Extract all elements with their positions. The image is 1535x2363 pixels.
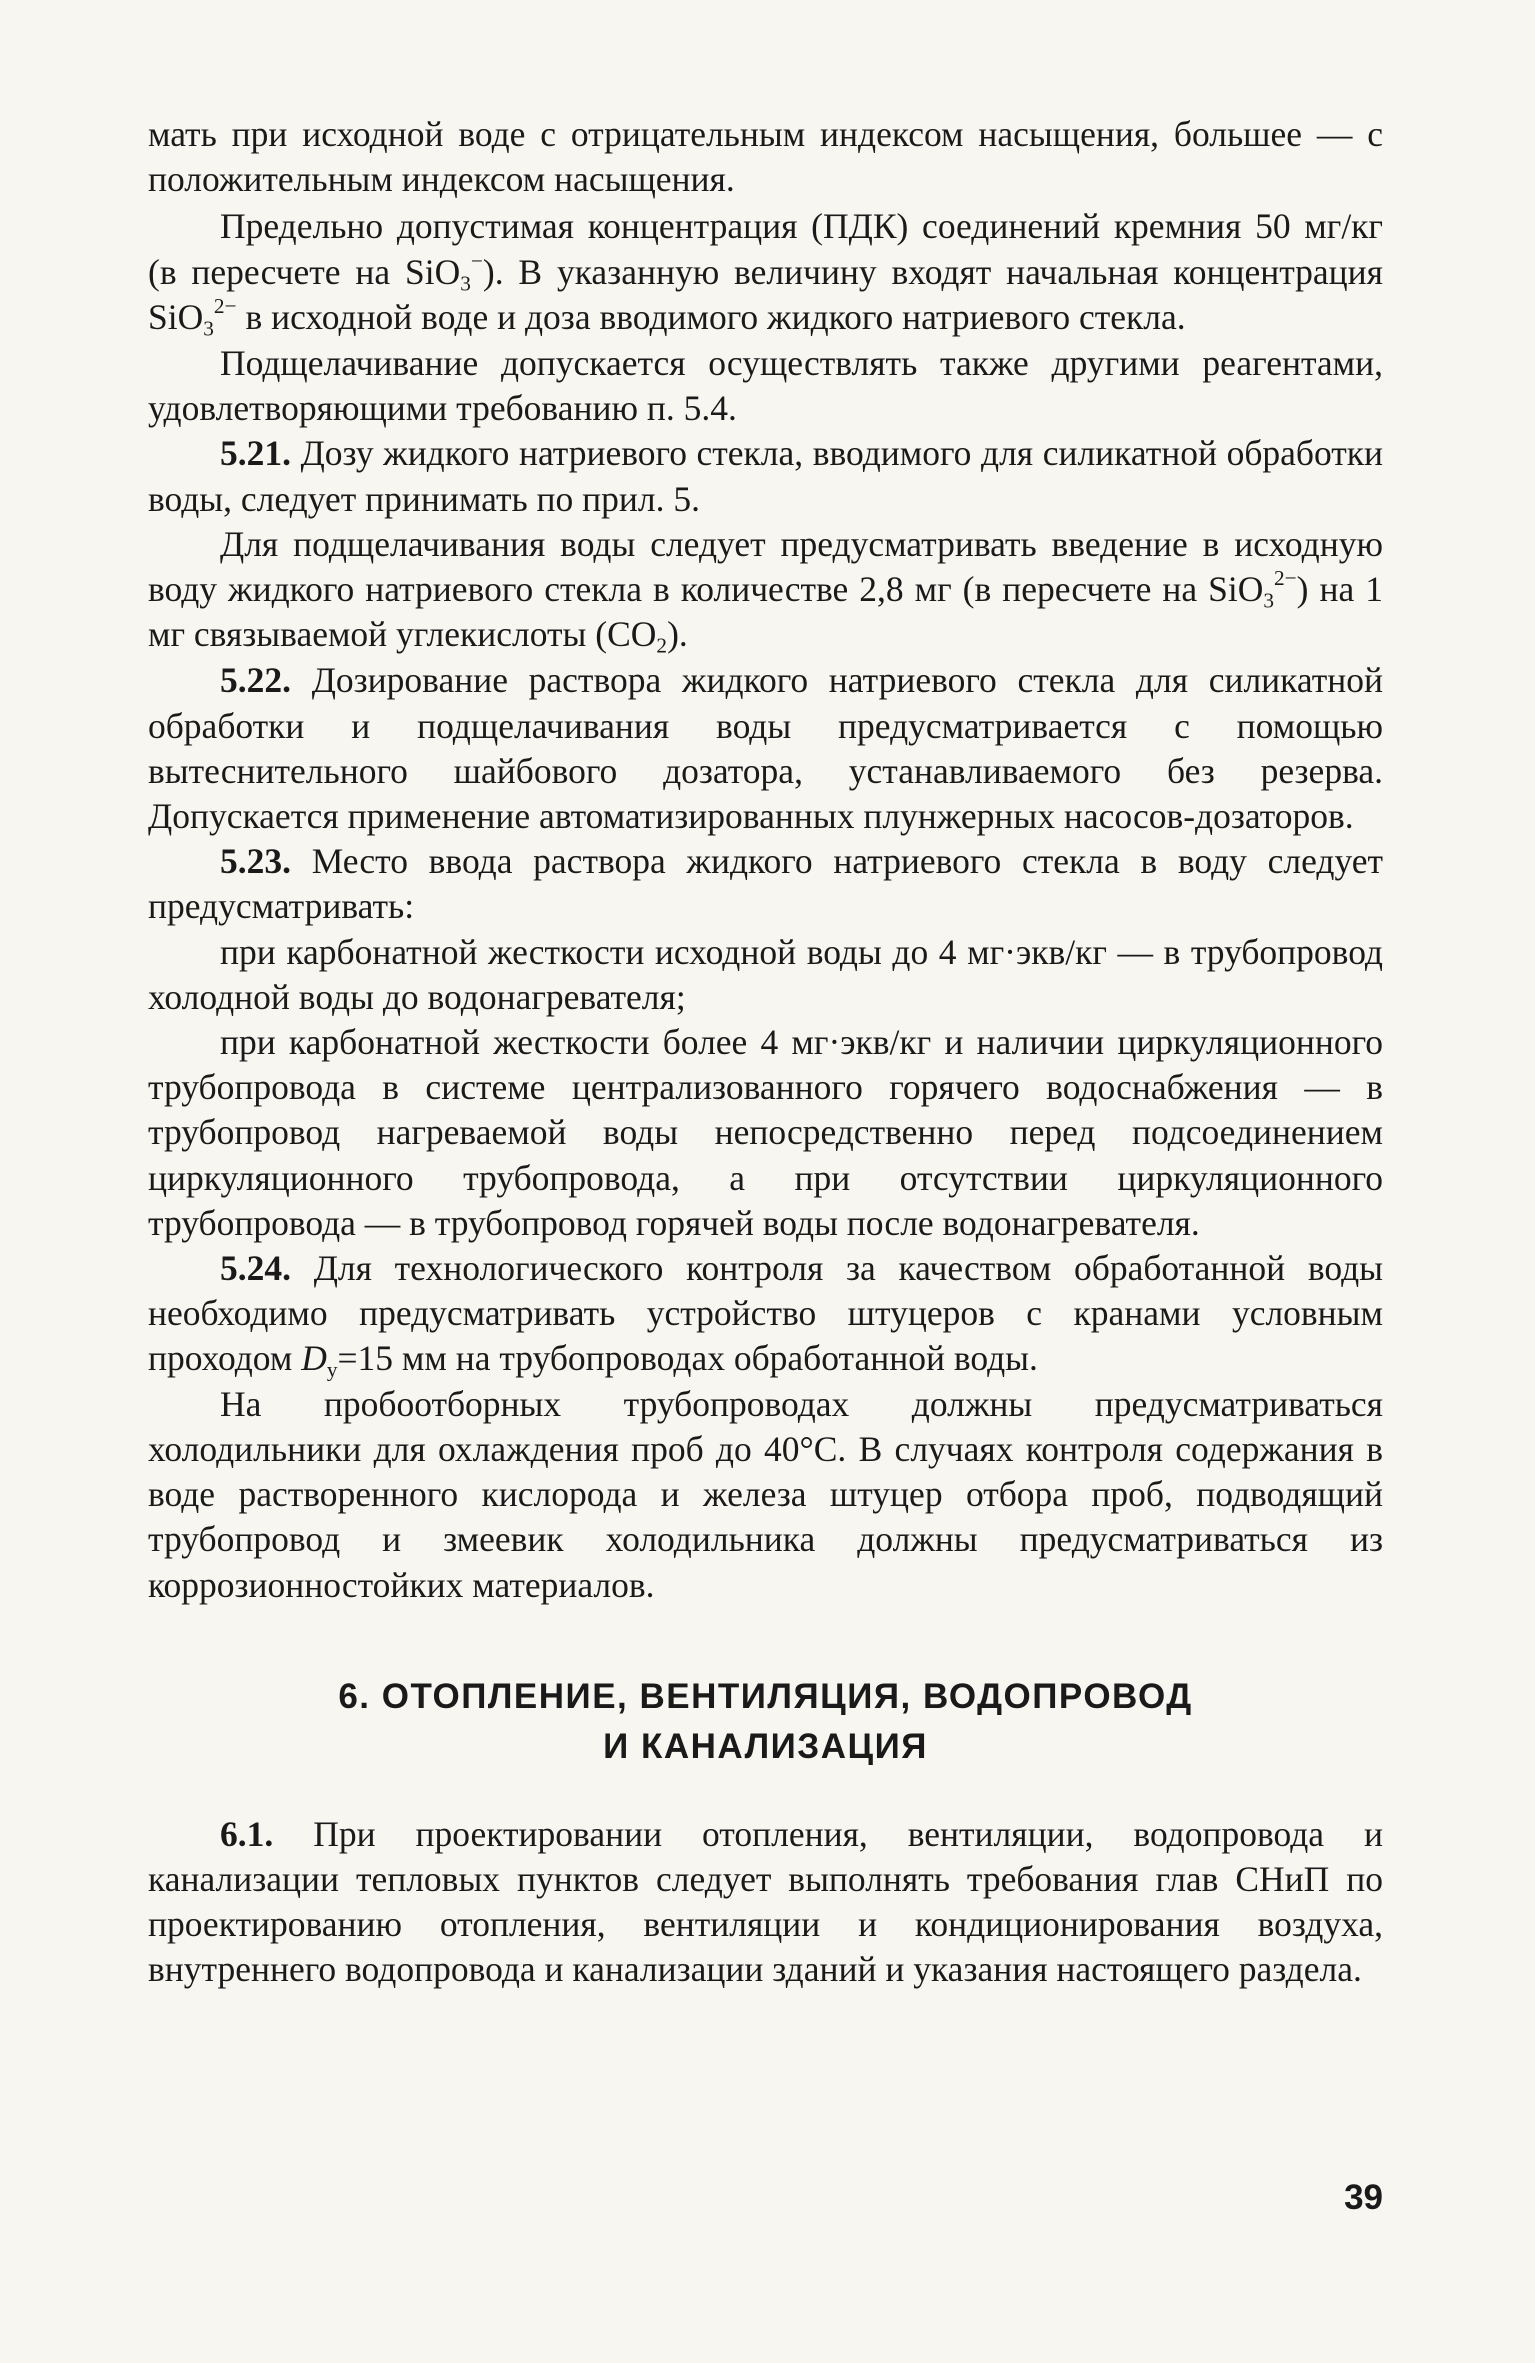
clause-5-21 bbox=[148, 431, 1383, 521]
subscript: 2 bbox=[656, 633, 668, 658]
page-number: 39 bbox=[1344, 2178, 1383, 2217]
subscript: 3 bbox=[203, 316, 214, 341]
clause-5-22 bbox=[148, 658, 1383, 839]
paragraph-pdk bbox=[148, 204, 1383, 340]
section-heading-line: И КАНАЛИЗАЦИЯ bbox=[603, 1726, 928, 1766]
paragraph-text: ). В указанную величину входят начальная концентрация SiO bbox=[148, 251, 1383, 337]
italic-symbol: D bbox=[301, 1338, 327, 1379]
paragraph-sampling bbox=[148, 1382, 1383, 1608]
list-item-hot-water bbox=[148, 1020, 1383, 1246]
paragraph-text: Предельно допустимая концентрация (ПДК) соединений кремния 50 мг/кг (в пересчете на SiO bbox=[148, 206, 1383, 292]
clause-number: 5.22. bbox=[220, 660, 291, 701]
list-item-cold-water bbox=[148, 930, 1383, 1020]
paragraph-text: =15 мм на трубопроводах обработанной воды. bbox=[337, 1338, 1038, 1379]
paragraph-text: Дозирование раствора жидкого натриевого стекла для силикатной обработки и подщелачивания воды предусматривается с помощью вытеснительного шайбового дозатора, устанавливаемого без резерва. Допускается применение автоматизированных плунжерных насосов-дозаторов. bbox=[148, 660, 1383, 837]
paragraph-text: Для подщелачивания воды следует предусматривать введение в исходную воду жидкого натриевого стекла в количестве 2,8 мг (в пересчете на SiO bbox=[148, 523, 1383, 610]
paragraph-text: в исходной воде и доза вводимого жидкого натриевого стекла. bbox=[236, 296, 1186, 337]
paragraph-text: ) на 1 мг связываемой углекислоты (CO bbox=[148, 569, 1383, 655]
paragraph-text: мать при исходной воде с отрицательным индексом насыщения, большее — с положительным индексом насыщения. bbox=[148, 114, 1383, 200]
superscript: 2− bbox=[1274, 566, 1297, 591]
paragraph-text: Дозу жидкого натриевого стекла, вводимого для силикатной обработки воды, следует принимать по прил. 5. bbox=[148, 433, 1383, 519]
clause-number: 5.24. bbox=[220, 1248, 291, 1289]
paragraph-text: Для технологического контроля за качеством обработанной воды необходимо предусматривать устройство штуцеров с кранами условным проходом bbox=[148, 1248, 1383, 1379]
paragraph-continuation bbox=[148, 112, 1383, 202]
subscript: 3 bbox=[460, 270, 471, 295]
paragraph-text: ). bbox=[667, 614, 688, 655]
subscript: 3 bbox=[1263, 588, 1274, 613]
paragraph-alkalization bbox=[148, 341, 1383, 431]
paragraph-text: при карбонатной жесткости исходной воды до 4 мг·экв/кг — в трубопровод холодной воды до водонагревателя; bbox=[148, 931, 1383, 1017]
clause-number: 5.23. bbox=[220, 841, 291, 882]
subscript: у bbox=[326, 1357, 338, 1382]
clause-5-24 bbox=[148, 1246, 1383, 1382]
paragraph-text: Место ввода раствора жидкого натриевого стекла в воду следует предусматривать: bbox=[148, 841, 1383, 927]
clause-number: 5.21. bbox=[220, 433, 291, 474]
section-heading bbox=[148, 1672, 1383, 1772]
superscript: − bbox=[470, 248, 483, 273]
paragraph-text: Подщелачивание допускается осуществлять также другими реагентами, удовлетворяющими требованию п. 5.4. bbox=[148, 343, 1383, 429]
paragraph-text: На пробоотборных трубопроводах должны предусматриваться холодильники для охлаждения проб до 40°С. В случаях контроля содержания в воде растворенного кислорода и железа штуцер отбора проб, подводящий трубопровод и змеевик холодильника должны предусматриваться из коррозионностойких материалов. bbox=[148, 1383, 1383, 1605]
clause-5-23 bbox=[148, 839, 1383, 929]
clause-number: 6.1. bbox=[220, 1813, 274, 1854]
clause-6-1 bbox=[148, 1812, 1383, 1993]
paragraph-text: при карбонатной жесткости более 4 мг·экв/кг и наличии циркуляционного трубопровода в системе централизованного горячего водоснабжения — в трубопровод нагреваемой воды непосредственно перед подсоединением циркуляционного трубопровода, а при отсутствии циркуляционного трубопровода — в трубопровод горячей воды после водонагревателя. bbox=[148, 1022, 1383, 1243]
page-content bbox=[148, 112, 1383, 1993]
superscript: 2− bbox=[213, 293, 237, 318]
paragraph-text: При проектировании отопления, вентиляции, водопровода и канализации тепловых пунктов следует выполнять требования глав СНиП по проектированию отопления, вентиляции и кондиционирования воздуха, внутреннего водопровода и канализации зданий и указания настоящего раздела. bbox=[148, 1813, 1383, 1990]
section-heading-line: 6. ОТОПЛЕНИЕ, ВЕНТИЛЯЦИЯ, ВОДОПРОВОД bbox=[338, 1676, 1193, 1716]
paragraph-alkalization-dose bbox=[148, 522, 1383, 658]
